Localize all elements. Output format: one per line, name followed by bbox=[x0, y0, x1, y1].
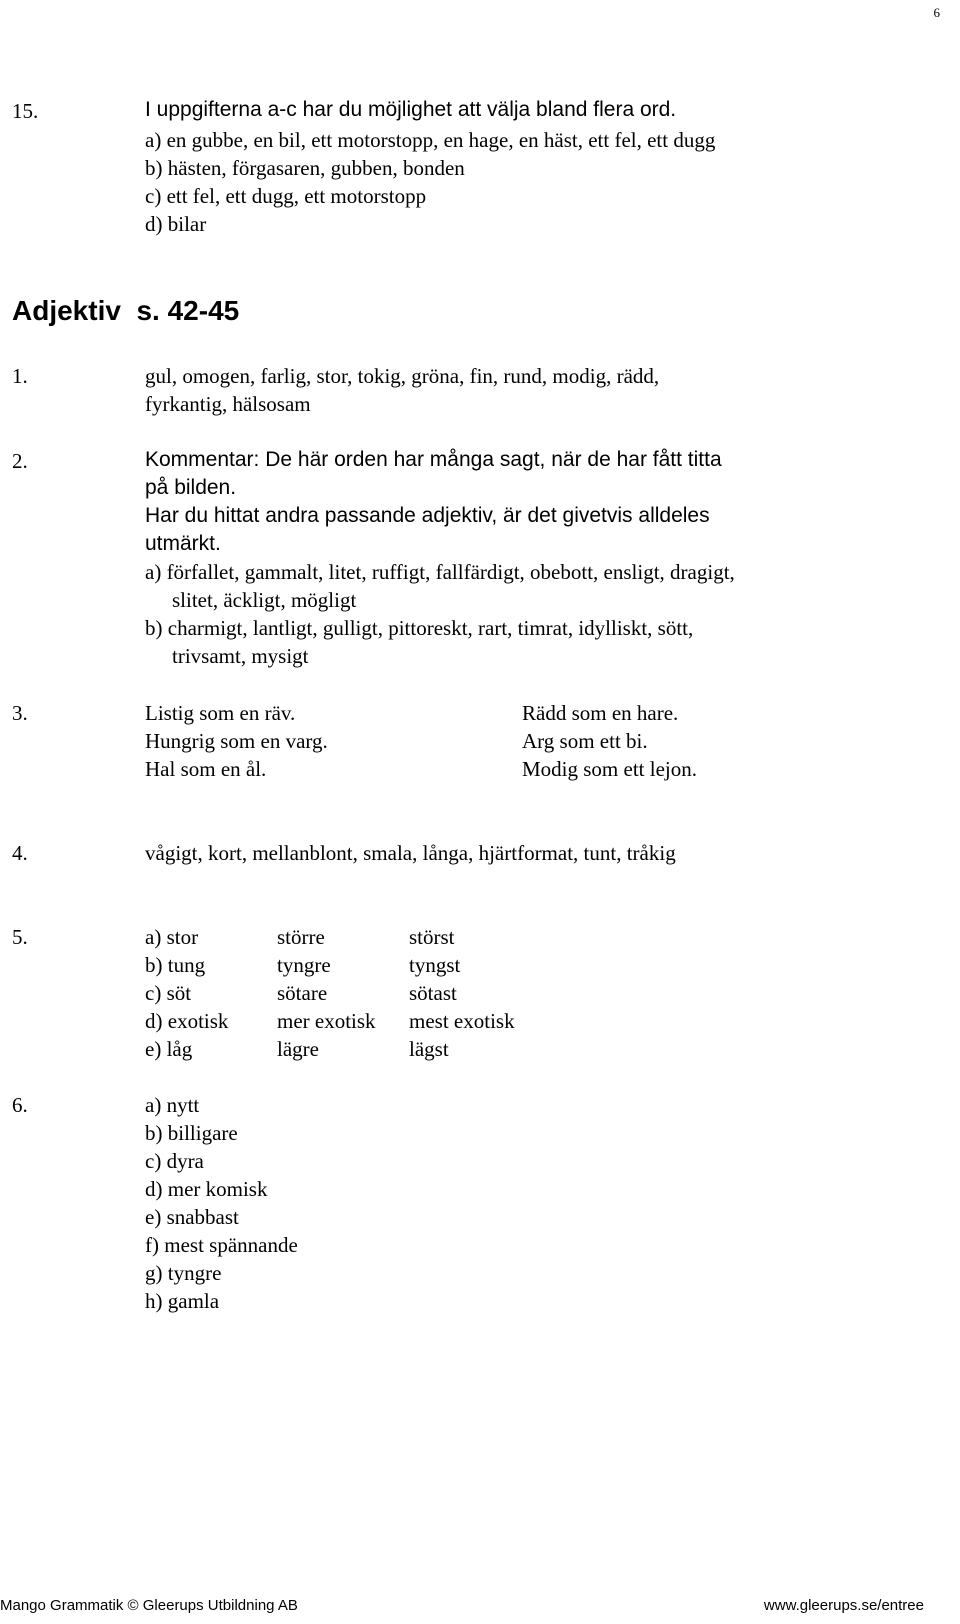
answer-3-right-1: Rädd som en hare. bbox=[522, 701, 679, 725]
answer-3-left-2: Hungrig som en varg. bbox=[145, 729, 328, 753]
comparison-comparative: tyngre bbox=[277, 953, 331, 977]
answer-6-item: e) snabbast bbox=[145, 1205, 239, 1229]
comparison-positive: a) stor bbox=[145, 925, 199, 949]
q15-line-b: b) hästen, förgasaren, gubben, bonden bbox=[145, 156, 465, 180]
footer-website[interactable]: www.gleerups.se/entree bbox=[763, 1597, 924, 1614]
answer-2b-line-1: b) charmigt, lantligt, gulligt, pittoreskt, rart, timrat, idylliskt, sött, bbox=[145, 616, 694, 640]
answer-1-line-1: gul, omogen, farlig, stor, tokig, gröna, fin, rund, modig, rädd, bbox=[145, 364, 660, 388]
answer-2b-line-2: trivsamt, mysigt bbox=[172, 644, 309, 668]
section-heading: Adjektiv s. 42-45 bbox=[12, 295, 240, 326]
answer-3-number: 3. bbox=[12, 701, 28, 725]
answer-5-number: 5. bbox=[12, 925, 28, 949]
answer-6-item: c) dyra bbox=[145, 1149, 204, 1173]
answer-6-item: g) tyngre bbox=[145, 1261, 222, 1285]
answer-2a-line-2: slitet, äckligt, mögligt bbox=[172, 588, 357, 612]
q15-line-c: c) ett fel, ett dugg, ett motorstopp bbox=[145, 184, 427, 208]
answer-2-comment-4: utmärkt. bbox=[145, 532, 221, 555]
answer-3-left-1: Listig som en räv. bbox=[145, 701, 296, 725]
comparison-comparative: sötare bbox=[277, 981, 328, 1005]
answer-2-comment-3: Har du hittat andra passande adjektiv, är det givetvis alldeles bbox=[145, 504, 710, 527]
answer-4-text: vågigt, kort, mellanblont, smala, långa, hjärtformat, tunt, tråkig bbox=[145, 841, 676, 865]
comparison-positive: e) låg bbox=[145, 1037, 193, 1061]
comparison-comparative: lägre bbox=[277, 1037, 319, 1061]
answer-6-item: f) mest spännande bbox=[145, 1233, 298, 1257]
comparison-positive: b) tung bbox=[145, 953, 206, 977]
comparison-superlative: sötast bbox=[409, 981, 457, 1005]
q15-number: 15. bbox=[12, 99, 39, 123]
answer-4-number: 4. bbox=[12, 841, 28, 865]
answer-2-number: 2. bbox=[12, 449, 28, 473]
comparison-comparative: större bbox=[277, 925, 325, 949]
q15-line-a: a) en gubbe, en bil, ett motorstopp, en hage, en häst, ett fel, ett dugg bbox=[145, 128, 716, 152]
page-number: 6 bbox=[933, 5, 940, 20]
comparison-positive: d) exotisk bbox=[145, 1009, 229, 1033]
comparison-comparative: mer exotisk bbox=[277, 1009, 376, 1033]
comparison-positive: c) söt bbox=[145, 981, 192, 1005]
q15-line-d: d) bilar bbox=[145, 212, 207, 236]
answer-3-left-3: Hal som en ål. bbox=[145, 757, 267, 781]
answer-6-item: b) billigare bbox=[145, 1121, 238, 1145]
answer-1-line-2: fyrkantig, hälsosam bbox=[145, 392, 311, 416]
comparison-superlative: störst bbox=[409, 925, 455, 949]
answer-6-item: d) mer komisk bbox=[145, 1177, 268, 1201]
answer-6-item: a) nytt bbox=[145, 1093, 200, 1117]
answer-2-comment-1: Kommentar: De här orden har många sagt, när de har fått titta bbox=[145, 448, 722, 471]
answer-3-right-3: Modig som ett lejon. bbox=[522, 757, 697, 781]
q15-intro: I uppgifterna a-c har du möjlighet att välja bland flera ord. bbox=[145, 98, 677, 121]
comparison-superlative: lägst bbox=[409, 1037, 449, 1061]
answer-6-item: h) gamla bbox=[145, 1289, 220, 1313]
comparison-superlative: mest exotisk bbox=[409, 1009, 515, 1033]
answer-1-number: 1. bbox=[12, 364, 28, 388]
footer-copyright: Mango Grammatik © Gleerups Utbildning AB bbox=[0, 1597, 298, 1614]
answer-2-comment-2: på bilden. bbox=[145, 476, 237, 499]
answer-6-number: 6. bbox=[12, 1093, 28, 1117]
answer-3-right-2: Arg som ett bi. bbox=[522, 729, 648, 753]
answer-2a-line-1: a) förfallet, gammalt, litet, ruffigt, fallfärdigt, obebott, ensligt, dragigt, bbox=[145, 560, 735, 584]
comparison-superlative: tyngst bbox=[409, 953, 461, 977]
